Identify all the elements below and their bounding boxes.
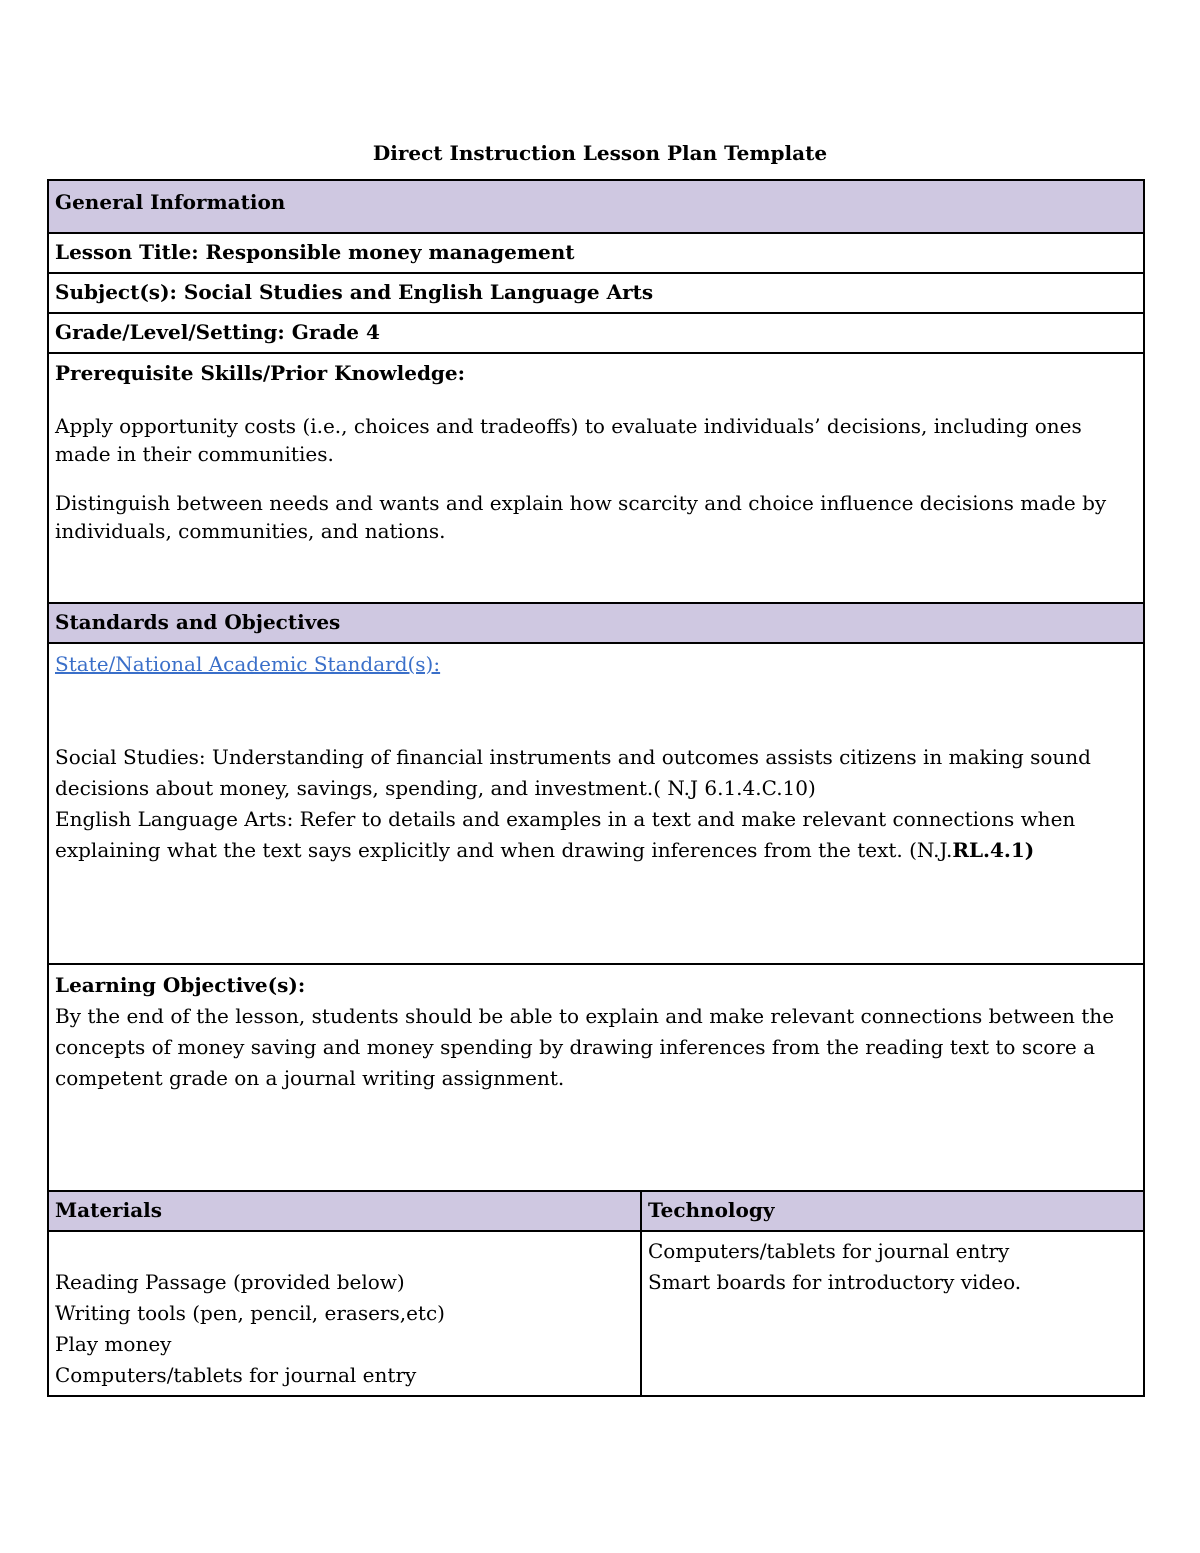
- ela-standard: [55, 804, 1137, 866]
- ela-standard-text: English Language Arts: Refer to details and examples in a text and make relevant connections when explaining what the text says explicitly and when drawing inferences from the text. (N.J.: [55, 807, 1076, 862]
- learning-objectives-row: [47, 963, 1145, 1192]
- materials-item: Play money: [55, 1332, 172, 1356]
- grade-level-setting: Grade/Level/Setting: Grade 4: [55, 320, 380, 344]
- learning-objectives-label: Learning Objective(s):: [55, 973, 306, 997]
- standards-header: Standards and Objectives: [55, 610, 341, 634]
- materials-technology-row: [47, 1230, 1145, 1397]
- technology-item: Computers/tablets for journal entry: [648, 1239, 1010, 1263]
- document-title: Direct Instruction Lesson Plan Template: [372, 141, 828, 165]
- materials-header: Materials: [49, 1192, 642, 1230]
- prerequisite-item-2: Distinguish between needs and wants and explain how scarcity and choice influence decisions made by individuals, communities, and nations.: [55, 491, 1107, 543]
- learning-objectives-text: By the end of the lesson, students should be able to explain and make relevant connections between the concepts of money saving and money spending by drawing inferences from the reading text to score a competent grade on a journal writing assignment.: [55, 1004, 1115, 1090]
- materials-item: Writing tools (pen, pencil, erasers,etc): [55, 1301, 445, 1325]
- technology-list: [642, 1232, 1143, 1395]
- general-information-header: General Information: [55, 190, 286, 214]
- materials-list: [49, 1232, 642, 1395]
- lesson-title: Lesson Title: Responsible money management: [55, 240, 575, 264]
- standards-row: [47, 642, 1145, 965]
- ela-standard-code: RL.4.1): [952, 838, 1035, 862]
- prerequisite-row: [47, 352, 1145, 604]
- prerequisite-item-1: Apply opportunity costs (i.e., choices and tradeoffs) to evaluate individuals’ decisions, including ones made in their communities.: [55, 414, 1082, 466]
- prerequisite-label: Prerequisite Skills/Prior Knowledge:: [55, 361, 466, 385]
- standards-header-row: [47, 602, 1145, 644]
- materials-item: Computers/tablets for journal entry: [55, 1363, 417, 1387]
- technology-item: Smart boards for introductory video.: [648, 1270, 1022, 1294]
- subjects: Subject(s): Social Studies and English Language Arts: [55, 280, 654, 304]
- technology-header: Technology: [648, 1198, 775, 1222]
- social-studies-standard: Social Studies: Understanding of financial instruments and outcomes assists citizens in making sound decisions about money, savings, spending, and investment.( N.J 6.1.4.C.10): [55, 745, 1091, 800]
- materials-item: Reading Passage (provided below): [55, 1270, 405, 1294]
- materials-technology-header-row: [47, 1190, 1145, 1232]
- lesson-title-row: [47, 232, 1145, 274]
- lesson-plan-table: [47, 179, 1145, 1397]
- general-information-header-row: [47, 179, 1145, 234]
- grade-row: [47, 312, 1145, 354]
- standards-link[interactable]: State/National Academic Standard(s):: [55, 652, 441, 676]
- subjects-row: [47, 272, 1145, 314]
